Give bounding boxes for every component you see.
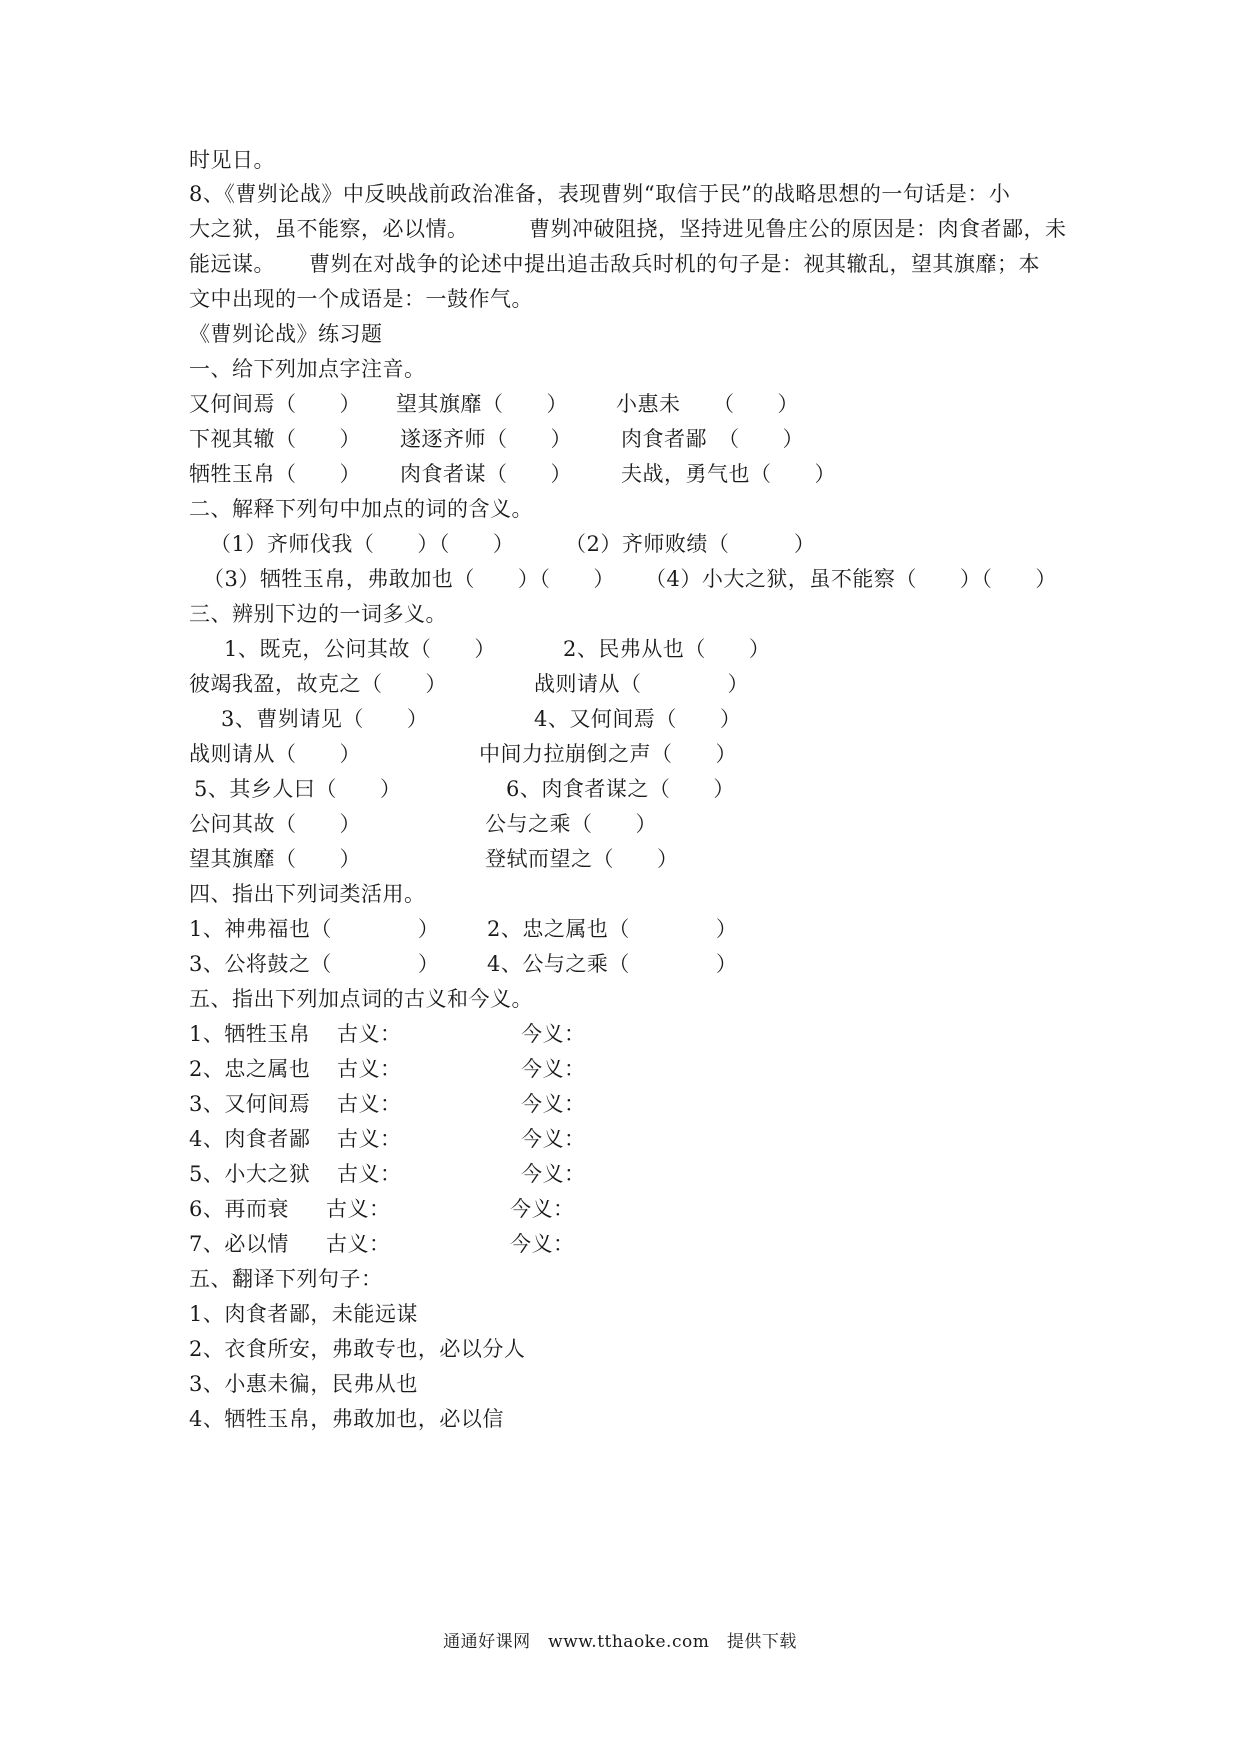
text: 一、给下列加点字注音。: [189, 357, 426, 381]
text: 能远谋。: [189, 252, 275, 276]
exercise-item: 公与之乘（ ）: [485, 812, 657, 836]
gu-label: 古义：: [337, 1127, 402, 1151]
page-footer: 通通好课网 www.tthaoke.com 提供下载: [443, 1632, 797, 1652]
text: 《曹刿论战》练习题: [189, 322, 383, 346]
gu-label: 古义：: [337, 1022, 402, 1046]
gu-label: 古义：: [337, 1092, 402, 1116]
exercise-item: 遂逐齐师（ ）: [400, 427, 572, 451]
exercise-item: 3、曹刿请见（ ）: [221, 707, 429, 731]
text: 四、指出下列词类活用。: [189, 882, 426, 906]
text: 8、《曹刿论战》中反映战前政治准备，表现曹刿“取信于民”的战略思想的一句话是：小: [189, 182, 1011, 206]
exercise-item: 战则请从（ ）: [534, 672, 749, 696]
exercise-item: 登轼而望之（ ）: [485, 847, 679, 871]
exercise-item: 5、其乡人曰（ ）: [194, 777, 402, 801]
exercise-item: 2、忠之属也: [189, 1057, 311, 1081]
exercise-item: 3、公将鼓之（ ）: [189, 952, 440, 976]
exercise-item: 肉食者鄙 （ ）: [621, 427, 804, 451]
text: 大之狱，虽不能察，必以情。: [189, 217, 469, 241]
exercise-item: 肉食者谋（ ）: [400, 462, 572, 486]
exercise-item: 6、再而衰: [189, 1197, 289, 1221]
exercise-item: 4、又何间焉（ ）: [534, 707, 742, 731]
exercise-item: 4、肉食者鄙: [189, 1127, 311, 1151]
jin-label: 今义：: [521, 1057, 586, 1081]
exercise-item: 1、既克，公问其故（ ）: [224, 637, 496, 661]
text: 五、指出下列加点词的古义和今义。: [189, 987, 533, 1011]
gu-label: 古义：: [326, 1232, 391, 1256]
exercise-item: 公问其故（ ）: [189, 812, 361, 836]
exercise-item: 4、公与之乘（ ）: [487, 952, 738, 976]
jin-label: 今义：: [521, 1092, 586, 1116]
text: 三、辨别下边的一词多义。: [189, 602, 447, 626]
jin-label: 今义：: [521, 1022, 586, 1046]
exercise-item: 2、衣食所安，弗敢专也，必以分人: [189, 1337, 526, 1361]
exercise-item: 中间力拉崩倒之声（ ）: [479, 742, 737, 766]
gu-label: 古义：: [326, 1197, 391, 1221]
exercise-item: 彼竭我盈，故克之（ ）: [189, 672, 447, 696]
exercise-item: 又何间焉（ ）: [189, 392, 361, 416]
exercise-item: 2、民弗从也（ ）: [563, 637, 771, 661]
jin-label: 今义：: [510, 1197, 575, 1221]
exercise-item: 战则请从（ ）: [189, 742, 361, 766]
exercise-item: 5、小大之狱: [189, 1162, 311, 1186]
jin-label: 今义：: [521, 1127, 586, 1151]
exercise-item: 夫战，勇气也（ ）: [621, 462, 836, 486]
exercise-item: （1）齐师伐我（ ）（ ）: [210, 532, 515, 556]
gu-label: 古义：: [337, 1057, 402, 1081]
exercise-item: 2、忠之属也（ ）: [487, 917, 738, 941]
exercise-item: 望其旗靡（ ）: [189, 847, 361, 871]
text: 曹刿在对战争的论述中提出追击敌兵时机的句子是：视其辙乱，望其旗靡；本: [309, 252, 1040, 276]
exercise-item: （4）小大之狱，虽不能察（ ）（ ）: [645, 567, 1057, 591]
exercise-item: 7、必以情: [189, 1232, 289, 1256]
exercise-item: 下视其辙（ ）: [189, 427, 361, 451]
exercise-item: 1、神弗福也（ ）: [189, 917, 440, 941]
exercise-item: （2）齐师败绩（ ）: [565, 532, 816, 556]
exercise-item: 望其旗靡（ ）: [396, 392, 568, 416]
exercise-item: 4、牺牲玉帛，弗敢加也，必以信: [189, 1407, 504, 1431]
exercise-item: 3、又何间焉: [189, 1092, 311, 1116]
exercise-item: 牺牲玉帛（ ）: [189, 462, 361, 486]
exercise-item: 3、小惠未徧，民弗从也: [189, 1372, 418, 1396]
exercise-item: （3）牺牲玉帛，弗敢加也（ ）（ ）: [203, 567, 615, 591]
exercise-item: 1、肉食者鄙，未能远谋: [189, 1302, 418, 1326]
text: 曹刿冲破阻挠，坚持进见鲁庄公的原因是：肉食者鄙，未: [529, 217, 1067, 241]
text: 二、解释下列句中加点的词的含义。: [189, 497, 533, 521]
text: 文中出现的一个成语是：一鼓作气。: [189, 287, 533, 311]
exercise-item: 1、牺牲玉帛: [189, 1022, 311, 1046]
text: 五、翻译下列句子：: [189, 1267, 383, 1291]
exercise-item: 6、肉食者谋之（ ）: [506, 777, 735, 801]
gu-label: 古义：: [337, 1162, 402, 1186]
jin-label: 今义：: [510, 1232, 575, 1256]
exercise-item: 小惠未 （ ）: [616, 392, 799, 416]
jin-label: 今义：: [521, 1162, 586, 1186]
text: 时见日。: [189, 148, 275, 172]
